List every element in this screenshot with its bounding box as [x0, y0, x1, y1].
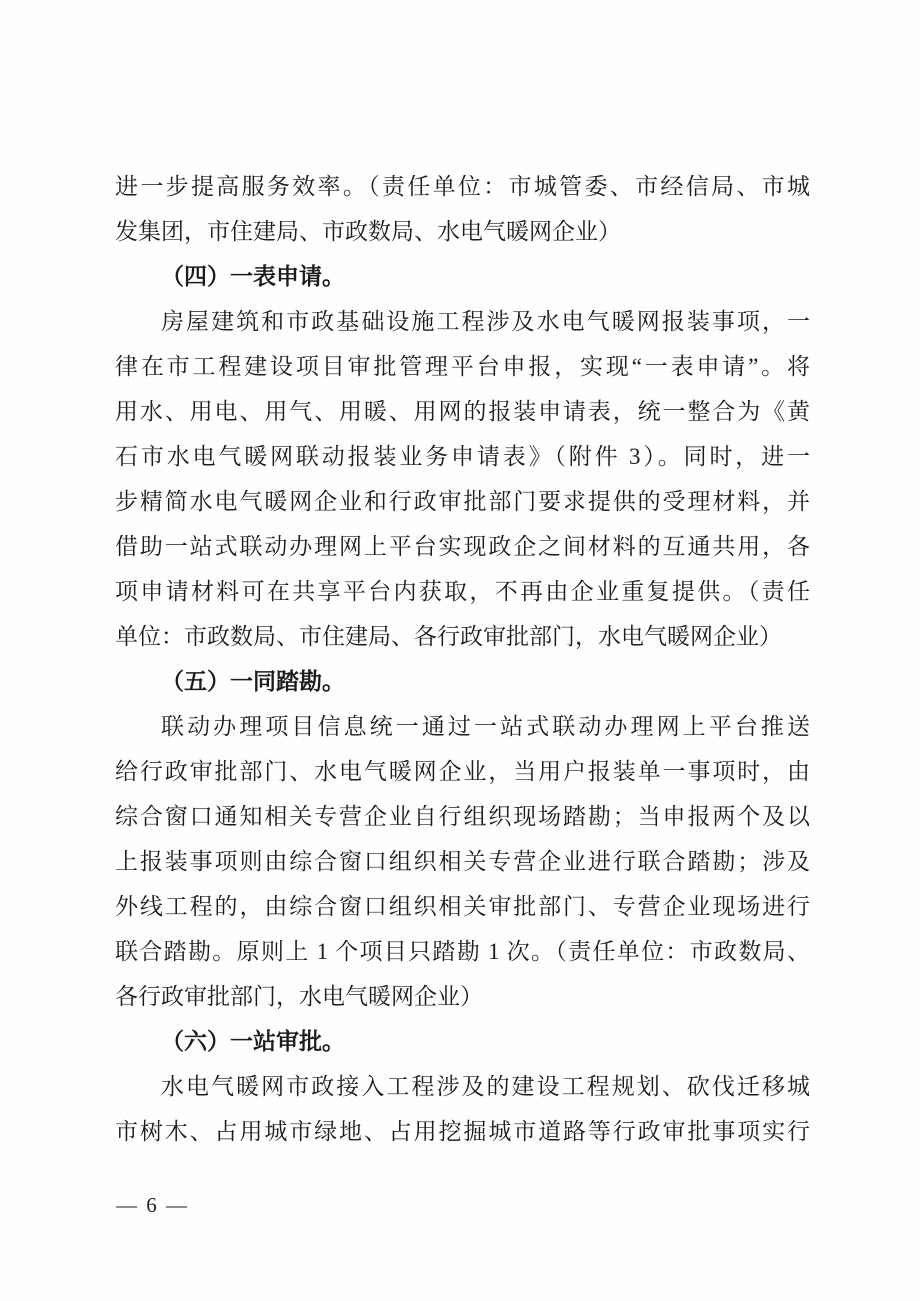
text-line: 水电气暖网市政接入工程涉及的建设工程规划、砍伐迁移城 [161, 1074, 810, 1099]
text-line: 律在市工程建设项目审批管理平台申报，实现“一表申请”。将 [115, 354, 810, 379]
text-line: 项申请材料可在共享平台内获取，不再由企业重复提供。（责任 [115, 579, 810, 604]
document-body [115, 164, 810, 1154]
text-line: 市树木、占用城市绿地、占用挖掘城市道路等行政审批事项实行 [115, 1119, 810, 1144]
text-line: 发集团，市住建局、市政数局、水电气暖网企业） [115, 219, 621, 244]
text-line: 联动办理项目信息统一通过一站式联动办理网上平台推送 [161, 714, 810, 739]
text-line: 用水、用电、用气、用暖、用网的报装申请表，统一整合为《黄 [115, 399, 810, 424]
page-number: — 6 — [116, 1193, 189, 1217]
text-line: 房屋建筑和市政基础设施工程涉及水电气暖网报装事项，一 [161, 309, 810, 334]
section-heading: （五）一同踏勘。 [161, 669, 345, 694]
text-line: 借助一站式联动办理网上平台实现政企之间材料的互通共用，各 [115, 534, 810, 559]
text-line: 步精简水电气暖网企业和行政审批部门要求提供的受理材料，并 [115, 489, 810, 514]
text-line: 给行政审批部门、水电气暖网企业，当用户报装单一事项时，由 [115, 759, 810, 784]
text-line: 上报装事项则由综合窗口组织相关专营企业进行联合踏勘；涉及 [115, 849, 810, 874]
text-line: 单位：市政数局、市住建局、各行政审批部门，水电气暖网企业） [115, 624, 782, 649]
text-line: 各行政审批部门，水电气暖网企业） [115, 984, 483, 1009]
text-line: 综合窗口通知相关专营企业自行组织现场踏勘；当申报两个及以 [115, 804, 810, 829]
section-heading: （六）一站审批。 [161, 1029, 345, 1054]
text-line: 外线工程的，由综合窗口组织相关审批部门、专营企业现场进行 [115, 894, 810, 919]
text-line: 进一步提高服务效率。（责任单位：市城管委、市经信局、市城 [115, 174, 810, 199]
section-heading: （四）一表申请。 [161, 264, 345, 289]
text-line: 联合踏勘。原则上 1 个项目只踏勘 1 次。（责任单位：市政数局、 [115, 939, 810, 964]
text-line: 石市水电气暖网联动报装业务申请表》（附件 3）。同时，进一 [115, 444, 810, 469]
